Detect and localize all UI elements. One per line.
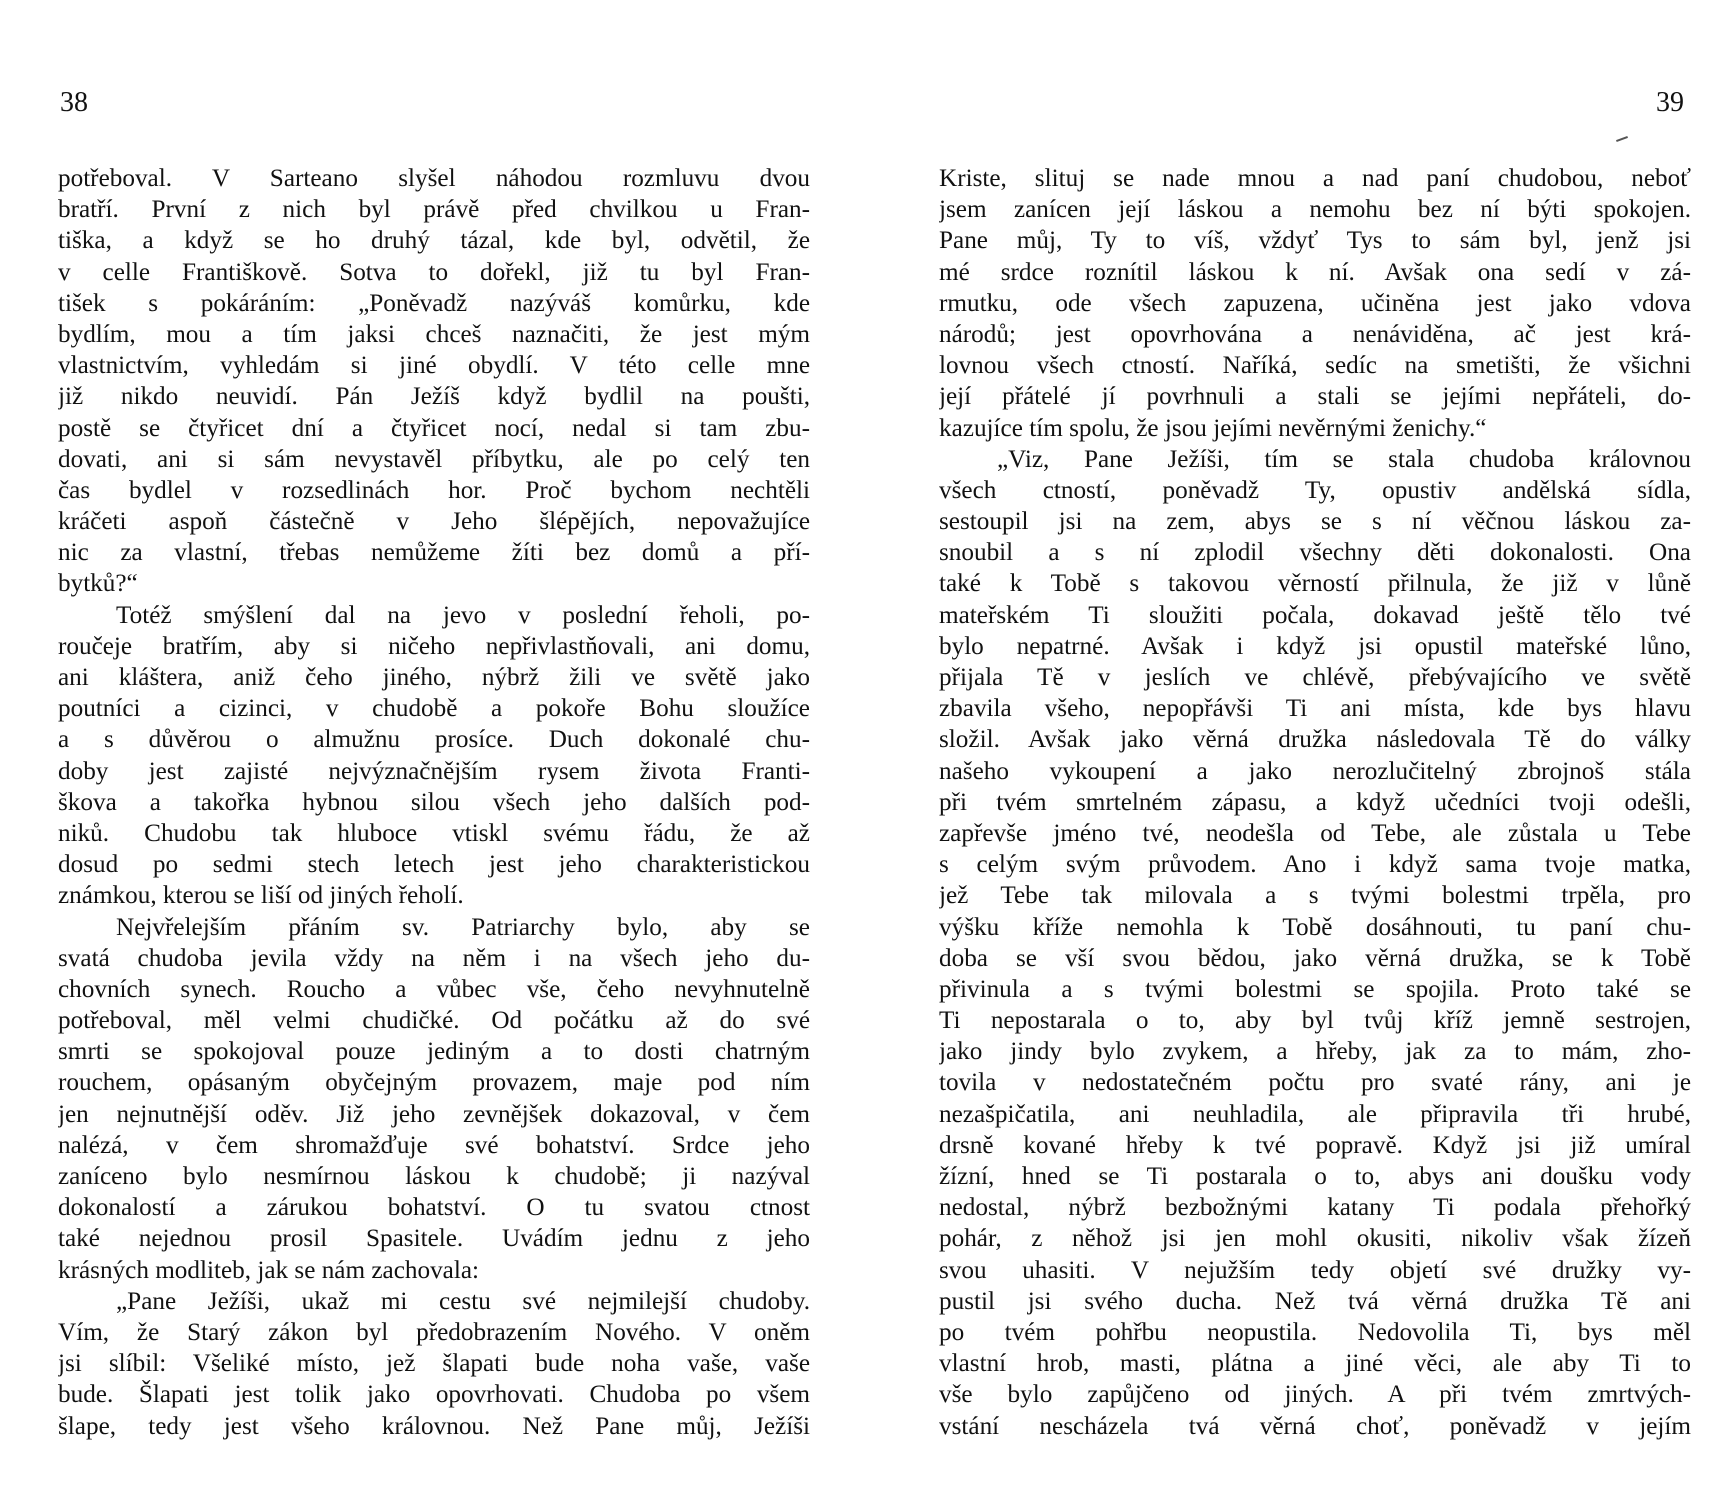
right-page	[867, 0, 1734, 1500]
text-line: chovních synech. Roucho a vůbec vše, čeho nevyhnutelně	[58, 975, 810, 1003]
right-text-column	[939, 163, 1691, 1442]
text-line: potřeboval, měl velmi chudičké. Od počátku až do své	[58, 1007, 810, 1035]
text-line: poutníci a cizinci, v chudobě a pokoře Bohu sloužíce	[58, 695, 810, 723]
text-line: bude. Šlapati jest tolik jako opovrhovati. Chudoba po všem	[58, 1381, 810, 1409]
text-line: drsně kované hřeby k tvé popravě. Když jsi již umíral	[939, 1131, 1691, 1159]
text-line: kráčeti aspoň částečně v Jeho šlépějích, nepovažujíce	[58, 508, 810, 536]
text-line: sestoupil jsi na zem, abys se s ní věčnou láskou za-	[939, 508, 1691, 536]
text-line: v celle Františkově. Sotva to dořekl, již tu byl Fran-	[58, 258, 810, 286]
text-line: čas bydlel v rozsedlinách hor. Proč bychom nechtěli	[58, 476, 810, 504]
text-line: Pane můj, Ty to víš, vždyť Tys to sám byl, jenž jsi	[939, 227, 1691, 255]
text-line: tišek s pokáráním: „Poněvadž nazýváš komůrku, kde	[58, 289, 810, 317]
text-line: mé srdce roznítil láskou k ní. Avšak ona sedí v zá-	[939, 258, 1691, 286]
text-line: Nejvřelejším přáním sv. Patriarchy bylo, aby se	[116, 913, 810, 941]
text-line: výšku kříže nemohla k Tobě dosáhnouti, tu paní chu-	[939, 913, 1691, 941]
text-line: kazujíce tím spolu, že jsou jejími nevěrnými ženichy.“	[939, 414, 1487, 442]
text-line: niků. Chudobu tak hluboce vtiskl svému řádu, že až	[58, 819, 810, 847]
text-line: její přátelé jí povrhnuli a stali se jejími nepřáteli, do-	[939, 383, 1691, 411]
text-line: přijala Tě v jeslích ve chlévě, přebývajícího ve světě	[939, 664, 1691, 691]
text-line: jsi slíbil: Všeliké místo, jež šlapati bude noha vaše, vaše	[58, 1350, 810, 1378]
text-line: postě se čtyřicet dní a čtyřicet nocí, nedal si tam zbu-	[58, 414, 810, 442]
text-line: s celým svým průvodem. Ano i když sama tvoje matka,	[939, 851, 1691, 879]
text-line: nic za vlastní, třebas nemůžeme žíti bez domů a pří-	[58, 539, 810, 567]
text-line: nezašpičatila, ani neuhladila, ale připravila tři hrubé,	[939, 1100, 1691, 1128]
text-line: bydlím, mou a tím jaksi chceš naznačiti, že jest mým	[58, 320, 810, 348]
text-line: Ti nepostarala o to, aby byl tvůj kříž jemně sestrojen,	[939, 1007, 1691, 1035]
text-line: tiška, a když se ho druhý tázal, kde byl, odvětil, že	[58, 227, 810, 255]
text-line: dosud po sedmi stech letech jest jeho charakteristickou	[58, 851, 810, 879]
text-line: jako jindy bylo zvykem, a hřeby, jak za to mám, zho-	[939, 1038, 1691, 1066]
text-line: všech ctností, poněvadž Ty, opustiv andělská sídla,	[939, 476, 1691, 504]
text-line: doba se vší svou bědou, jako věrná družka, se k Tobě	[939, 944, 1691, 972]
text-line: Totéž smýšlení dal na jevo v poslední řeholi, po-	[116, 601, 810, 629]
text-line: bylo nepatrné. Avšak i když jsi opustil mateřské lůno,	[939, 632, 1691, 660]
text-line: žízní, hned se Ti postarala o to, abys ani doušku vody	[939, 1163, 1691, 1190]
text-line: snoubil a s ní zplodil všechny děti dokonalosti. Ona	[939, 539, 1691, 567]
text-line: Vím, že Starý zákon byl předobrazením Nového. V oněm	[58, 1318, 810, 1346]
text-line: svou uhasiti. V nejužším tedy objetí své družky vy-	[939, 1256, 1691, 1284]
text-line: také k Tobě s takovou věrností přilnula, že již v lůně	[939, 570, 1691, 598]
text-line: pustil jsi svého ducha. Než tvá věrná družka Tě ani	[939, 1287, 1691, 1315]
text-line: krásných modliteb, jak se nám zachovala:	[58, 1256, 480, 1284]
text-line: nedostal, nýbrž bezbožnými katany Ti podala přehořký	[939, 1194, 1691, 1222]
text-line: potřeboval. V Sarteano slyšel náhodou rozmluvu dvou	[58, 165, 810, 192]
text-line: ani kláštera, aniž čeho jiného, nýbrž žili ve světě jako	[58, 664, 810, 691]
text-line: šlape, tedy jest všeho královnou. Než Pane můj, Ježíši	[58, 1412, 810, 1440]
text-line: nalézá, v čem shromažďuje své bohatství. Srdce jeho	[58, 1131, 810, 1159]
text-line: jen nejnutnější oděv. Již jeho zevnějšek dokazoval, v čem	[58, 1100, 810, 1128]
text-line: již nikdo neuvidí. Pán Ježíš když bydlil na poušti,	[58, 383, 810, 411]
text-line: bratří. První z nich byl právě před chvilkou u Fran-	[58, 196, 810, 224]
text-line: zbavila všeho, nepopřávši Ti ani místa, kde bys hlavu	[939, 695, 1691, 723]
text-line: doby jest zajisté nejvýznačnějším rysem života Franti-	[58, 757, 810, 785]
text-line: vlastní hrob, masti, plátna a jiné věci, ale aby Ti to	[939, 1350, 1691, 1378]
text-line: dokonalostí a zárukou bohatství. O tu svatou ctnost	[58, 1194, 810, 1222]
text-line: přivinula a s tvými bolestmi se spojila. Proto také se	[939, 975, 1691, 1003]
text-line: dovati, ani si sám nevystavěl příbytku, ale po celý ten	[58, 445, 810, 473]
text-line: zapřevše jméno tvé, neodešla od Tebe, ale zůstala u Tebe	[939, 819, 1691, 847]
page-number-left: 38	[60, 87, 88, 118]
text-line: složil. Avšak jako věrná družka následovala Tě do války	[939, 726, 1691, 754]
text-line: také nejednou prosil Spasitele. Uvádím jednu z jeho	[58, 1225, 810, 1253]
text-line: roučeje bratřím, aby si ničeho nepřivlastňovali, ani domu,	[58, 632, 810, 660]
text-line: vstání nescházela tvá věrná choť, poněvadž v jejím	[939, 1412, 1691, 1440]
text-line: vše bylo zapůjčeno od jiných. A při tvém zmrtvých-	[939, 1381, 1691, 1409]
text-line: zaníceno bylo nesmírnou láskou k chudobě; ji nazýval	[58, 1163, 810, 1190]
text-line: pohár, z něhož jsi jen mohl okusiti, nikoliv však žízeň	[939, 1225, 1691, 1253]
text-line: mateřském Ti sloužiti počala, dokavad ještě tělo tvé	[939, 601, 1691, 629]
text-line: „Pane Ježíši, ukaž mi cestu své nejmilejší chudoby.	[116, 1287, 810, 1315]
text-line: po tvém pohřbu neopustila. Nedovolila Ti, bys měl	[939, 1318, 1691, 1346]
text-line: svatá chudoba jevila vždy na něm i na všech jeho du-	[58, 944, 810, 972]
text-line: našeho vykoupení a jako nerozlučitelný zbrojnoš stála	[939, 757, 1691, 785]
text-line: Kriste, slituj se nade mnou a nad paní chudobou, neboť	[939, 165, 1691, 192]
text-line: národů; jest opovrhována a nenáviděna, ač jest krá-	[939, 320, 1691, 348]
text-line: při tvém smrtelném zápasu, a když učedníci tvoji odešli,	[939, 788, 1691, 816]
text-line: smrti se spokojoval pouze jediným a to dosti chatrným	[58, 1038, 810, 1066]
text-line: lovnou všech ctností. Naříká, sedíc na smetišti, že všichni	[939, 352, 1691, 380]
left-text-column	[58, 163, 810, 1442]
text-line: a s důvěrou o almužnu prosíce. Duch dokonalé chu-	[58, 726, 810, 754]
text-line: známkou, kterou se liší od jiných řeholí.	[58, 882, 464, 910]
print-mark	[1616, 136, 1628, 142]
text-line: jsem zanícen její láskou a nemohu bez ní býti spokojen.	[939, 196, 1691, 224]
text-line: bytků?“	[58, 570, 138, 598]
text-line: jež Tebe tak milovala a s tvými bolestmi trpěla, pro	[939, 882, 1691, 910]
text-line: „Viz, Pane Ježíši, tím se stala chudoba královnou	[997, 445, 1691, 473]
text-line: vlastnictvím, vyhledám si jiné obydlí. V této celle mne	[58, 352, 810, 380]
page-number-right: 39	[1656, 87, 1684, 118]
text-line: škova a takořka hybnou silou všech jeho dalších pod-	[58, 788, 810, 816]
text-line: rmutku, ode všech zapuzena, učiněna jest jako vdova	[939, 289, 1691, 317]
text-line: tovila v nedostatečném počtu pro svaté rány, ani je	[939, 1069, 1691, 1097]
text-line: rouchem, opásaným obyčejným provazem, maje pod ním	[58, 1069, 810, 1097]
